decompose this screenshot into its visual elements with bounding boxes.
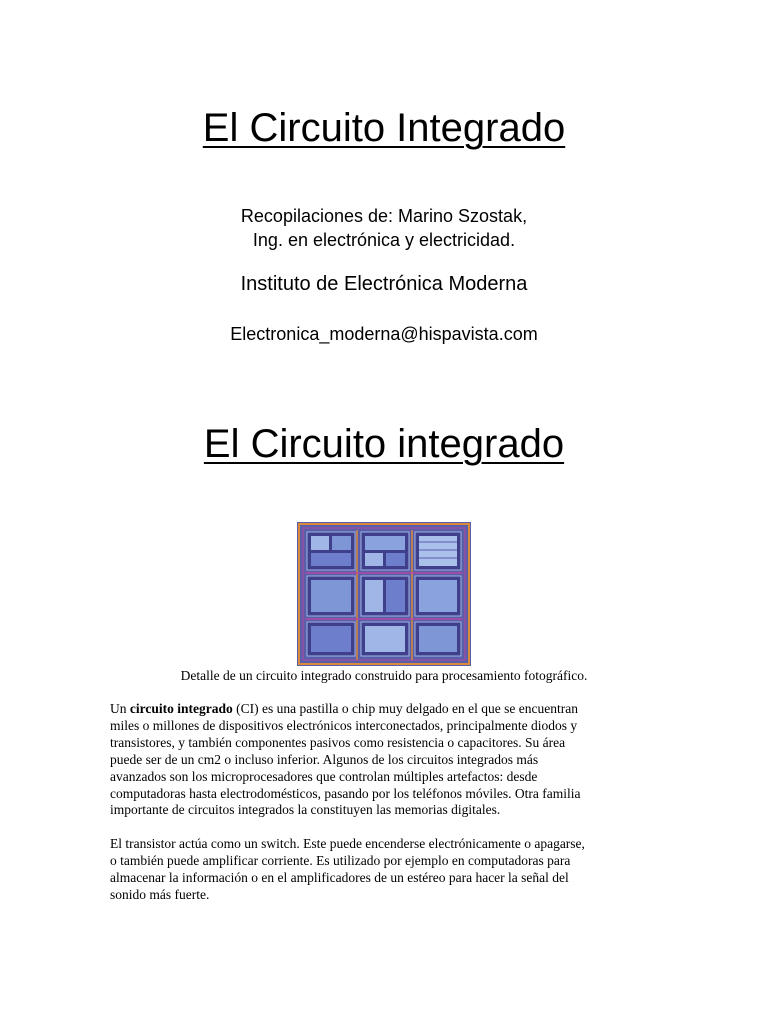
institute-name: Instituto de Electrónica Moderna (240, 273, 528, 295)
paragraph-definition (110, 701, 658, 819)
contact-email: Electronica_moderna@hispavista.com (230, 324, 538, 344)
paragraph-2-line: El transistor actúa como un switch. Este puede encenderse electrónicamente o apagarse, (110, 836, 585, 851)
paragraph-1-bold-term: circuito integrado (129, 701, 233, 716)
paragraph-transistor (110, 836, 658, 904)
paragraph-1-line-1 (110, 701, 658, 718)
paragraph-1-prefix: Un (110, 701, 130, 716)
chip-layout-image (297, 522, 471, 666)
paragraph-1-line: transistores, y también componentes pasivos como resistencia o capacitores. Su área (110, 734, 566, 750)
figure-caption: Detalle de un circuito integrado construido para procesamiento fotográfico. (180, 668, 588, 683)
document-title: El Circuito Integrado (202, 106, 566, 150)
paragraph-2-line: sonido más fuerte. (110, 886, 210, 902)
author-credit (0, 204, 768, 252)
paragraph-1-line: importante de circuitos integrados la constituyen las memorias digitales. (110, 802, 501, 818)
author-credit-line-2: Ing. en electrónica y electricidad. (252, 230, 516, 250)
paragraph-2-line: almacenar la información o en el amplificadores de un estéreo para hacer la señal del (110, 869, 569, 885)
integrated-circuit-photo (297, 522, 471, 666)
author-credit-line-1: Recopilaciones de: Marino Szostak, (240, 206, 528, 226)
paragraph-1-line-1-rest: (CI) es una pastilla o chip muy delgado en el que se encuentran (232, 701, 578, 716)
paragraph-1-line: puede ser de un cm2 o incluso inferior. Algunos de los circuitos integrados más (110, 751, 539, 767)
paragraph-1-line: avanzados son los microprocesadores que controlan múltiples artefactos: desde (110, 768, 538, 784)
paragraph-1-line: miles o millones de dispositivos electrónicos interconectados, principalmente diodos y (110, 717, 578, 733)
paragraph-2-line: o también puede amplificar corriente. Es utilizado por ejemplo en computadoras para (110, 852, 571, 868)
section-title: El Circuito integrado (203, 422, 565, 466)
paragraph-1-line: computadoras hasta electrodomésticos, pasando por los teléfonos móviles. Otra familia (110, 785, 581, 801)
